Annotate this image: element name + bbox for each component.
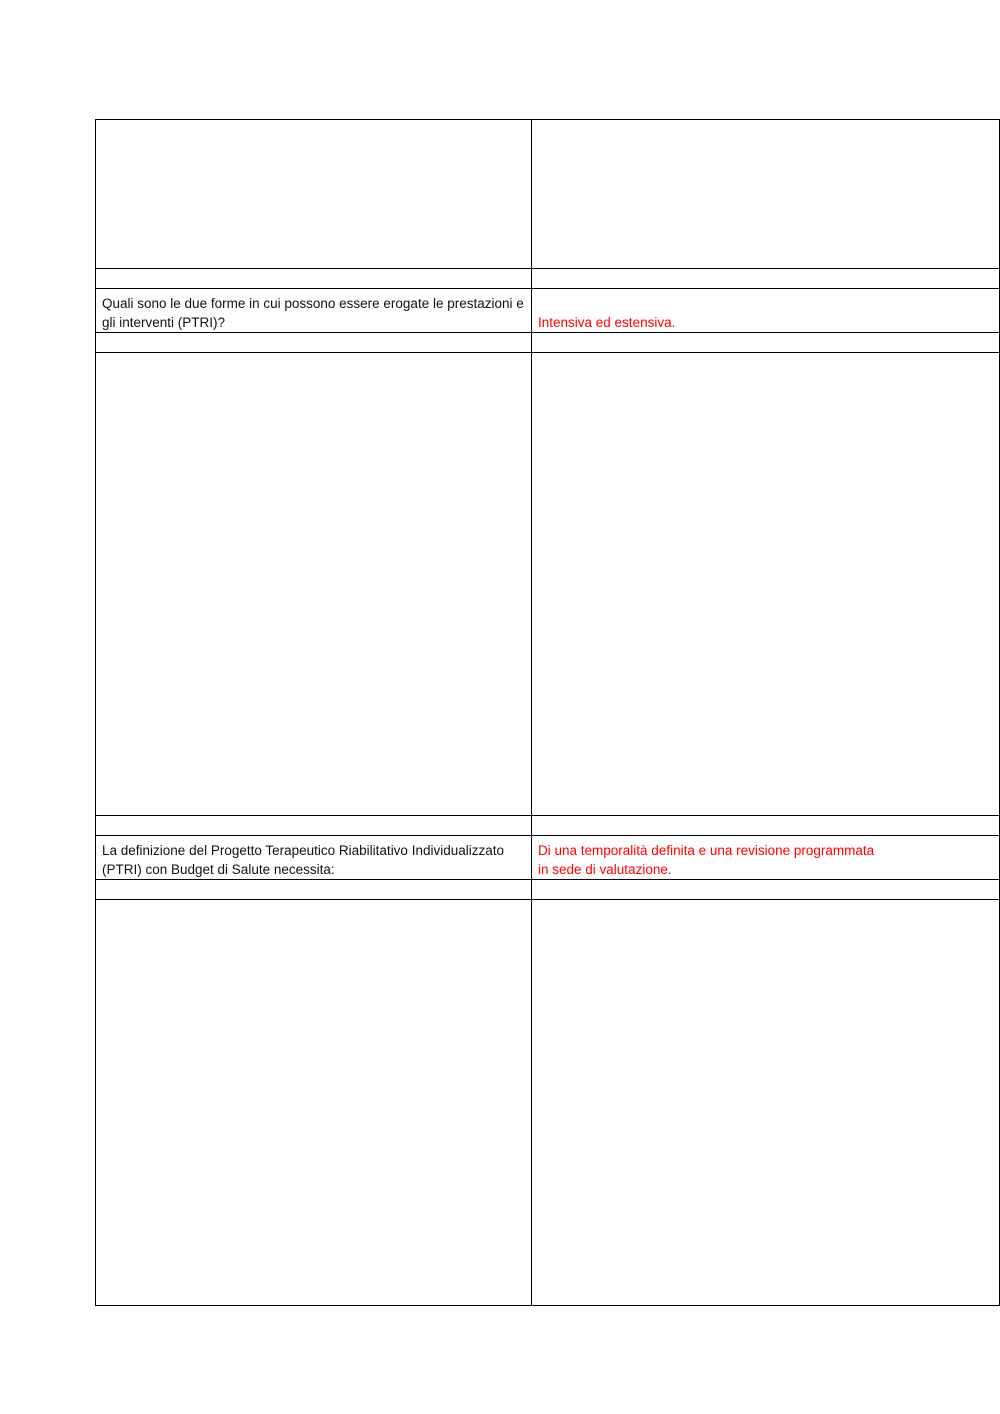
answer-text: Di una temporalità definita e una revisione programmata in sede di valutazione. — [538, 843, 875, 877]
question-text: La definizione del Progetto Terapeutico Riabilitativo Individualizzato (PTRI) con Budget di Salute necessita: — [102, 843, 505, 877]
question-row-2 — [96, 836, 1000, 880]
question-cell — [96, 289, 532, 333]
question-row-1 — [96, 289, 1000, 333]
spacer-cell — [96, 816, 532, 836]
blank-cell — [532, 900, 1000, 1306]
spacer-cell — [532, 880, 1000, 900]
blank-row — [96, 353, 1000, 816]
answer-cell — [532, 836, 1000, 880]
blank-cell — [96, 900, 532, 1306]
spacer-row — [96, 816, 1000, 836]
answer-text: Intensiva ed estensiva. — [538, 315, 676, 330]
blank-cell — [96, 353, 532, 816]
spacer-cell — [532, 269, 1000, 289]
blank-cell — [532, 120, 1000, 269]
blank-cell — [96, 120, 532, 269]
blank-cell — [532, 353, 1000, 816]
question-cell — [96, 836, 532, 880]
spacer-row — [96, 880, 1000, 900]
spacer-row — [96, 333, 1000, 353]
question-text: Quali sono le due forme in cui possono essere erogate le prestazioni e gli interventi (PTRI)? — [102, 296, 524, 330]
blank-row — [96, 120, 1000, 269]
spacer-cell — [96, 333, 532, 353]
spacer-row — [96, 269, 1000, 289]
spacer-cell — [532, 333, 1000, 353]
spacer-cell — [96, 880, 532, 900]
spacer-cell — [96, 269, 532, 289]
blank-row — [96, 900, 1000, 1306]
qa-table — [95, 119, 1000, 1306]
spacer-cell — [532, 816, 1000, 836]
answer-cell — [532, 289, 1000, 333]
